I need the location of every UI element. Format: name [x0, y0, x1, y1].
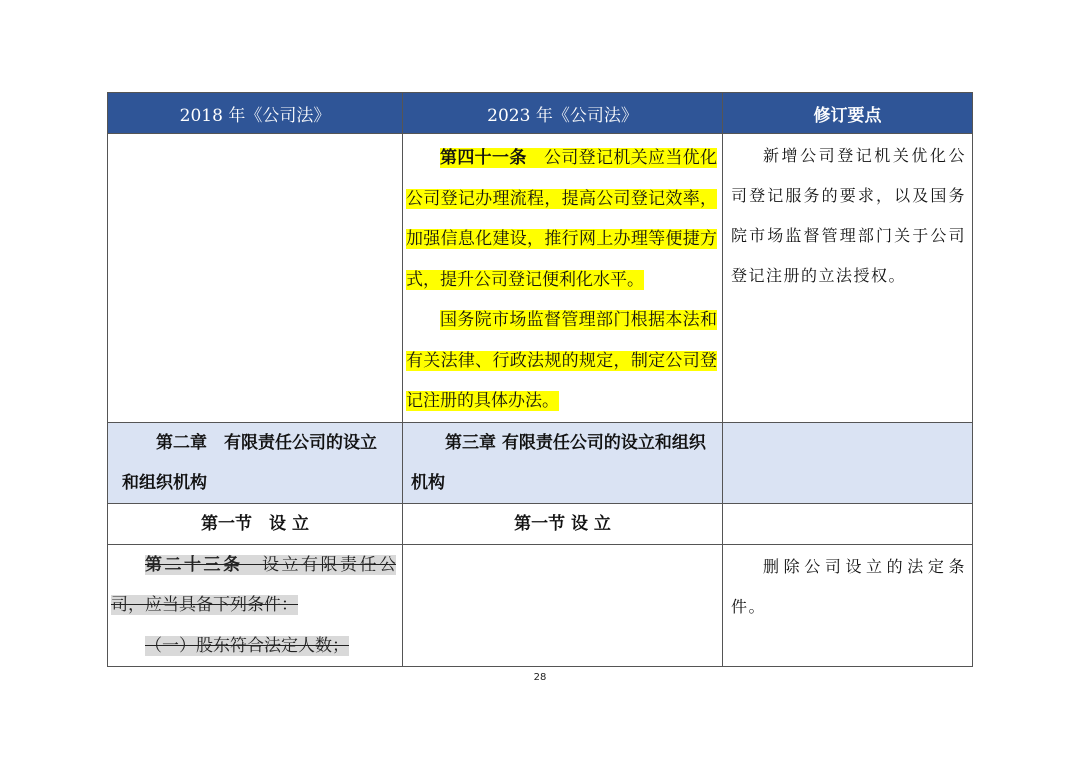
article-23-text-2: （一）股东符合法定人数； — [145, 635, 349, 656]
section-note-empty — [723, 503, 973, 544]
new-chapter-cell — [403, 422, 723, 503]
revision-note-23 — [723, 544, 973, 667]
header-2023: 2023 年《公司法》 — [403, 93, 723, 134]
table-row — [108, 544, 973, 667]
old-chapter-heading: 第二章 有限责任公司的设立和组织机构 — [122, 432, 377, 493]
old-chapter-cell — [108, 422, 403, 503]
new-section-heading: 第一节 设 立 — [514, 513, 611, 534]
chapter-note-empty — [723, 422, 973, 503]
article-23-para-1 — [111, 545, 396, 626]
page-number: 28 — [533, 672, 547, 683]
article-23-title: 第二十三条 — [145, 554, 243, 575]
comparison-table — [107, 92, 973, 667]
article-41-text-2: 国务院市场监督管理部门根据本法和有关法律、行政法规的规定，制定公司登记注册的具体办法。 — [406, 310, 717, 411]
header-2018: 2018 年《公司法》 — [108, 93, 403, 134]
table-row — [108, 503, 973, 544]
article-41-title: 第四十一条 — [440, 148, 527, 168]
old-law-article-23 — [108, 544, 403, 667]
new-law-cell-empty — [403, 544, 723, 667]
article-41-text-1: 公司登记机关应当优化公司登记办理流程，提高公司登记效率，加强信息化建设，推行网上办理等便捷方式，提升公司登记便利化水平。 — [406, 148, 718, 290]
article-23-para-2 — [111, 626, 396, 667]
new-section-cell — [403, 503, 723, 544]
old-law-cell-empty — [108, 134, 403, 423]
header-revision-points: 修订要点 — [723, 93, 973, 134]
article-23-text-1: 设立有限责任公司，应当具备下列条件： — [111, 554, 396, 615]
new-chapter-heading: 第三章 有限责任公司的设立和组织机构 — [411, 432, 706, 493]
old-section-cell — [108, 503, 403, 544]
old-section-heading: 第一节 设 立 — [201, 513, 309, 534]
article-41-para-1 — [406, 138, 717, 300]
new-law-article-41 — [403, 134, 723, 423]
note-23-text: 删除公司设立的法定条件。 — [731, 556, 966, 616]
article-41-para-2 — [406, 300, 717, 422]
revision-note-41 — [723, 134, 973, 423]
header-row — [108, 93, 973, 134]
table-row — [108, 134, 973, 423]
table-row — [108, 422, 973, 503]
note-41-text: 新增公司登记机关优化公司登记服务的要求，以及国务院市场监督管理部门关于公司登记注册的立法授权。 — [731, 146, 966, 285]
